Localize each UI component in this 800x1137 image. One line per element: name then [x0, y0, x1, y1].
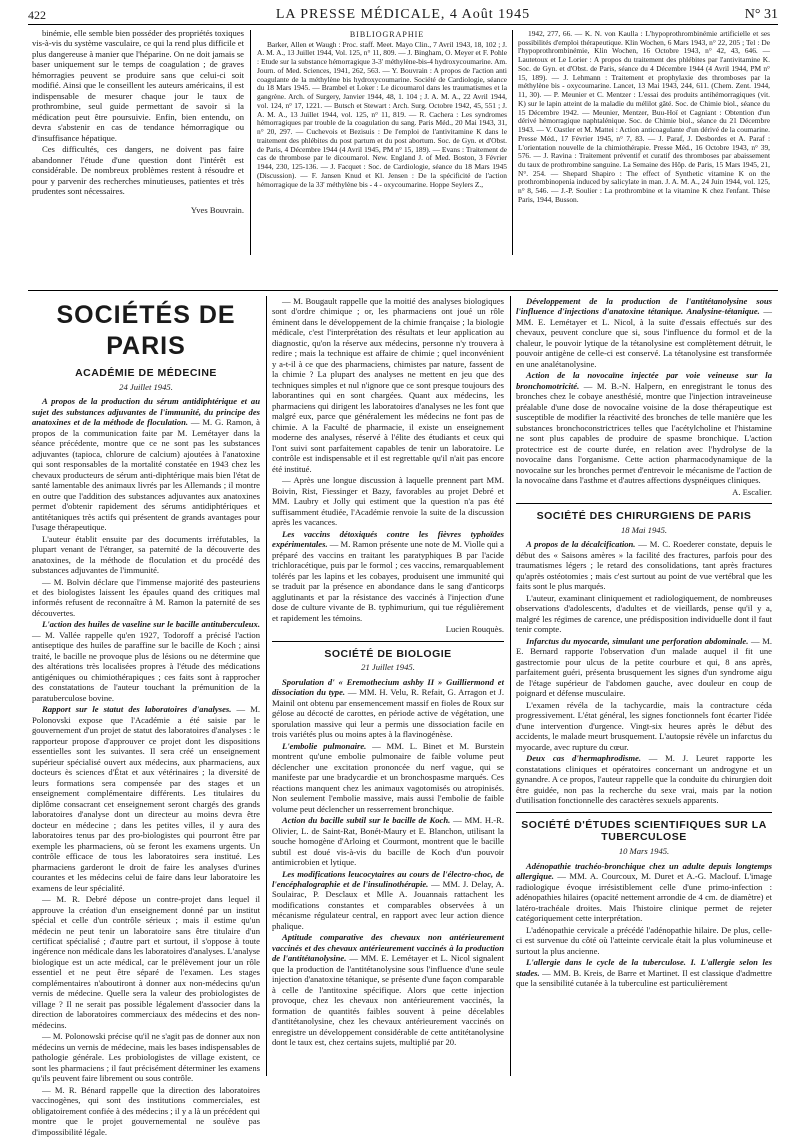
column-rule [512, 30, 513, 255]
paragraph: L'action des huiles de vaseline sur le bacille antituberculeux. — M. Vallée rappelle qu'en 1927, Todoroff a précisé l'action antiseptique des huiles de paraffine sur le bacille de Koch ; ainsi traité, le bacille ne provoque plus de lésions ou ne détermine que des altérations très localisées propres à l'étude des médications antigéniques ou chimiothérapiques ; ces faits sont à rapprocher des constatations de l'auteur touchant la prémunition de la paratuberculose bovine. [32, 619, 260, 703]
page-number: 422 [28, 8, 46, 22]
paragraph: L'auteur établit ensuite par des documents irréfutables, la plupart venant de l'étranger, sa paternité de la découverte des anatoxines, de la méthode de floculation et du procédé des substances adjuvantes de l'immunité. [32, 533, 260, 576]
paragraph: — M. Polonowski précise qu'il ne s'agit pas de donner aux non médecins un vernis de médecine, mais les bases indispensables de pathologie générale. Les probiologistes de village existent, ce sont les pharmaciens ; il faut précisément déterminer les examens qu'ils peuvent faire librement ou sous contrôle. [32, 1031, 260, 1084]
session-date: 10 Mars 1945. [618, 846, 670, 857]
paragraph: — M. Bougault rappelle que la moitié des analyses biologiques sont d'ordre chimique ; or, les pharmaciens ont joué un rôle éminent dans le développement de la chimie française ; la biologie médicale, c'est l'interprétation des résultats et leur application au diagnostic, qu'on la réserve aux médecins, personne n'y trouvera à redire ; mais la technique est affaire de chimie ; quel inconvénient y a-t-il à ce que des pharmaciens, chimistes par nature, fassent de la chimie ? La plupart des analyses ne mettent en jeu que des techniques simples et nul n'ignore que ce sont presque toujours des laborantines qui en sont chargées. Quant aux médecins, les pharmaciens qui dirigent les laboratoires d'analyses ne les font que malgré eux, parce que généralement les médecins ne font pas de chimie. A la Faculté de pharmacie, il existe un enseignement moderne des analyses, réservé à l'élite des étudiants et ceux qui l'ont suivi sont parfaitement capables de tenir un laboratoire. Le contrôle est indispensable et il est regrettable qu'il n'ait pas encore été institué. [272, 296, 504, 474]
paragraph: Ces difficultés, ces dangers, ne doivent pas faire abandonner l'étude d'une question dont l'intérêt est considérable. De nombreux problèmes restent à résoudre et pour y parvenir des recherches minutieuses, patientes et très prudentes sont nécessaires. [32, 144, 244, 197]
journal-title: LA PRESSE MÉDICALE, 4 Août 1945 [275, 7, 531, 22]
bibliography-col2 [518, 30, 770, 255]
page-header [28, 6, 778, 25]
paragraph: L'auteur, examinant cliniquement et radiologiquement, de nombreuses observations d'adolescents, d'adultes et de vieillards, pense qu'il y a, malgré les régimes de carence, une prédisposition individuelle dont il faut tenir compte. [516, 592, 772, 635]
society-title: ACADÉMIE DE MÉDECINE [75, 367, 217, 379]
paragraph: L'embolie pulmonaire. — MM. L. Binet et M. Burstein montrent qu'une embolie pulmonaire de faible volume peut déclencher une excitation prononcée du nerf vague, qui se manifeste par une bradycardie et un bronchospasme marqués. Ces réactions manquent chez les animaux vagotomisés ou atropinisés. Non seulement l'embolie massive, mais aussi l'embolie de faible volume peut déclencher un resserrement bronchique. [272, 740, 504, 814]
column-rule [250, 30, 251, 255]
bibliography-text: 1942, 277, 66. — K. N. von Kaulla : L'hypoprothrombinémie artificielle et ses possibilités d'emploi thérapeutique. Klin Wochen, 6 Mars 1943, n° 22, 205 ; Tel : De l'hypoprothrombinémie, Klin Wochen, 16 Octobre 1943, n° 42, 43, 646. — Lautetoux et Le Lorier : A propos du traitement des phlébites par l'antivitamine K. Soc. de Gyn. et d'Obst. de Paris, séance du 4 Décembre 1944 (4 Avril 1944, PM n° 15, 189). — J. Lehmann : Traitement et prophylaxie des thromboses par la méthylène bis - oxycoumarine. Lancet, 13 Mai 1943, 244, 611. (Chem. Zent. 1944, 11, 30). — P. Meunier et C. Mentzer : L'essai des produits antihémorragiques (vit. K) sur le lapin atteint de la maladie du mélilot gâté. Soc. de Chimie biol., séance du 15 Décembre 1942. — Meunier, Mentzer, Buu-Hoï et Cagniant : Obtention d'un dérivé hémorragique naphtalénique. Soc. de Chimie biol., séance du 21 Décembre 1943. — V. Oastler et M. Mattei : Action anticoagulante d'un dérivé de la coumarine. Presse Méd., 17 Février 1945, n° 7, 83. — J. Paraf, J. Desbordes et A. Paraf : L'orientation nouvelle de la chimiothérapie. Presse Méd., 16 Octobre 1943, n° 39, 576. — J. Ravina : Traitement préventif et curatif des thromboses par abaissement du taux de prothrombine sanguine. La Semaine des Hôp. de Paris, 15 Mars 1945, 21, N°. 254. — Shepard Shapiro : The effect of Synthetic vitamine K on the prothrombinopenia induced by salicylate in man. J. A. M. A., 24 Juin 1944, vol. 125, n° 8, 546. — J.-P. Soulier : La prothrombine et la vitamine K chez l'enfant. Thèse Paris, 1944, Busson. [518, 29, 770, 204]
separator [516, 812, 772, 813]
section-main-title: SOCIÉTÉS DE PARIS [56, 301, 236, 360]
author-signature: Yves Bouvrain. [190, 204, 244, 215]
society-title: SOCIÉTÉ D'ÉTUDES SCIENTIFIQUES SUR LA TUBERCULOSE [521, 818, 767, 844]
column-rule [266, 296, 267, 1076]
paragraph: — M. Bolvin déclare que l'immense majorité des pasteuriens et des biologistes laissent les épaules quand des critiques mal informés refusent de reconnaître à M. Ramon la paternité de ses découvertes. [32, 576, 260, 618]
paragraph: Développement de la production de l'antitétanolysine sous l'influence d'injections d'anatoxine tétanique. Analysine-tétanique. — MM. E. Lemétayer et L. Nicol, à la suite d'essais effectués sur des chevaux, peuvent conclure que si, sous l'influence du formol et de la chaleur, le pouvoir lytique de la tétanolysine est complètement détruit, le pouvoir antigène de celle-ci est conservé. La tétanolysine est transformée en une analétanolysine. [516, 296, 773, 369]
paragraph: Action du bacille subtil sur le bacille de Koch. — MM. H.-R. Olivier, L. de Saint-Rat, Bonét-Maury et E. Blanchon, utilisant la souche homogène d'Arloing et Courmont, montrent que le bacille subtil est doué vis-à-vis du bacille de Koch d'un pouvoir antimicrobien et lytique. [272, 815, 504, 868]
separator [516, 503, 772, 504]
bibliography-heading: BIBLIOGRAPHIE [349, 30, 425, 39]
paragraph: L'adénopathie cervicale a précédé l'adénopathie hilaire. De plus, celle-ci est survenue du côté où l'atteinte cervicale était la plus volumineuse et surtout la plus ancienne. [516, 924, 772, 956]
session-date: 24 Juillet 1945. [119, 381, 173, 392]
paragraph: — Après une longue discussion à laquelle prennent part MM. Boivin, Rist, Fiessinger et Bazy, favorables au projet Debré et MM. Laubry et Jolly qui estiment que la question n'a pas été suffisamment étudiée, l'Académie renvoie la suite de la discussion après les vacances. [272, 475, 504, 528]
bibliography-col1 [257, 30, 507, 255]
paragraph: Rapport sur le statut des laboratoires d'analyses. — M. Polonovski expose que l'Académie a été saisie par le gouvernement d'un projet de statut des laboratoires d'analyses : le rapporteur propose d'approuver ce projet dont les dispositions essentielles sont les suivantes. Il sera créé un enseignement supérieur spécialisé ouvert aux médecins, aux pharmaciens, aux docteurs ès sciences d'État et aux vétérinaires ; la diversité de leurs formations sera compensée par des stages et un enseignement complémentaire différents. Les titulaires du diplôme consacrant cet enseignement seront chargés des grands laboratoires d'analyse dont un directeur au moins devra être docteur en médecine ; dans les petites villes, il y aura des laboratoires tenus par des pro-biologistes qui pourront être par exemple les pharmaciens, où se feront les examens urgents. Un contrôle efficace de tous les laboratoires sera institué. Les pharmaciens garderont le droit de faire les analyses d'urines courantes et les médecins celui de faire dans leur laboratoire les examens de leur spécialité. [32, 704, 260, 893]
society-title: SOCIÉTÉ DE BIOLOGIE [324, 647, 452, 660]
issue-number: N° 31 [744, 7, 778, 22]
paragraph: Infarctus du myocarde, simulant une perforation abdominale. — M. E. Bernard rapporte l'observation d'un malade auquel il fit une gastrectomie pour ulcus de la petite courbure et qui, 8 ans après, parfaitement guéri, présenta brusquement les signes d'un syndrome aigu de l'étage supérieur de l'abdomen gauche, avec douleur en coup de poignard et défense musculaire. [516, 635, 772, 699]
column-3 [516, 296, 772, 1076]
paragraph: L'examen révéla de la tachycardie, mais la contracture céda progressivement. L'état général, les signes fonctionnels font écarter l'idée d'une intervention d'urgence. Vingt-six heures après le début des accidents, le malade meurt brusquement. L'autopsie révèle un infarctus du myocarde, avec rupture du cœur. [516, 699, 772, 752]
separator [272, 641, 504, 642]
session-date: 21 Juillet 1945. [361, 662, 415, 673]
bibliography-text: Barker, Allen et Waugh : Proc. staff. Meet. Mayo Clin., 7 Avril 1943, 18, 102 ; J. A. M. A., 13 Juillet 1944, Vol. 125, n° 11, 809. — J. Bingham, O. Meyer et F. Pohle : Etude sur la substance hémorragique 3-3' méthylène-bis-4 hydroxycoumarine. Am. Journ. of Med. Sciences, 1941, 262, 563. — Y. Bouvrain : A propos de l'action anti coagulante de la méthylène bis hydroxycoumarine. Société de Cardiologie, séance du 18 Mars 1945. — Brambel et Loker : Le dicoumarol dans les traumatismes et la gangrène. Arch. of Surgery, Janvier 1944, 48, 1. 104 ; J. A. M. A., 22 Avril 1944, vol. 124, n° 17, 1221. — Butsch et Stewart : Arch. Surg. Octobre 1942, 45, 551 ; J. A. M. A., 13 Juillet 1944, vol. 125, n° 11, 819. — R. Cachera : Les syndromes hémorragiques par trouble de la coagulation du sang. Paris Méd., 20 Mai 1943, 31, n° 20, 297. — Cuchevois et Bezisuis : De l'emploi de l'antivitamine K dans le traitement des phlébites du post partum et du post abortum. Soc. de Gyn. et d'Obst. de Paris, 4 Décembre 1944 (4 Avril 1945, PM n° 15, 189). — Evans : Traitement de cas de thrombose par le dicoumarol. New. England J. of Med. Boston, 3 Février 1944, 230, 125-136. — J. Facquet : Soc. de Cardiologie, séance du 18 Mars 1945 (Discussion). — F. Jansen Knud et Kl. Jensen : De la spécificité de l'action hémorragique de la 33' méthylène bis - 4 - oxycoumarine. Hoppe Seylers Z., [257, 39, 507, 189]
paragraph: Aptitude comparative des chevaux non antérieurement vaccinés et des chevaux antérieurement vaccinés à la production de l'antitétanolysine. — MM. E. Lemétayer et L. Nicol signalent que la production de l'antitétanolysine sous l'influence d'une seule injection d'anatoxine tétanique, se présente d'une façon comparable à celle de l'antitoxine spécifique. Alors que cette injection provoque, chez les chevaux non antérieurement vaccinés, la formation de quantités faibles souvent à peine décelables d'antitétanolysine, chez les chevaux antérieurement vaccinés on enregistre un développement considérable de cette antitétanolysine dont le taux est, chez certains sujets, multiplié par 20. [272, 932, 504, 1048]
paragraph: Sporulation d' « Eremothecium ashby II » Guilliermond et dissociation du type. — MM. H. Velu, R. Refait, G. Arragon et J. Mainil ont obtenu par ensemencement massif en fioles de Roux sur gélose au décocté de carottes, en période active de végétation, une sporulation massive qui leur a permis une dissociation facile en trois variétés plus ou moins aptes à la flavinogénèse. [272, 676, 504, 740]
paragraph: L'allergie dans le cycle de la tuberculose. I. L'allergie selon les stades. — MM. B. Kreis, de Barre et Martinet. Il est classique d'admettre que la sensibilité cutanée à la tuberculine est particulièrement [516, 957, 772, 988]
paragraph: Adénopathie trachéo-bronchique chez un adulte depuis longtemps allergique. — MM. A. Courcoux, M. Duret et A.-G. Maclouf. L'image radiologique évoque irrésistiblement celle d'une primo-infection : adénopathies hilaires (opacité nettement arrondie de 4 cm. de diamètre) et latéro-trachéale droites. Mais l'histoire clinique permet de rejeter catégoriquement cette interprétation. [516, 860, 772, 924]
paragraph: Les vaccins détoxiqués contre les fièvres typhoïdes expérimentales. — M. Ramon présente une note de M. Violle qui a préparé des vaccins en traitant les paratyphiques B par l'acide trichloracétique, puis par le formol ; ces vaccins, remarquablement tolérés par les lapins et les cobayes, produisent une immunité qui se traduit par la présence en abondance dans le sang d'anticorps agglutinants et par la résistance des vaccinés à l'injection d'une dose de culture vivante de B. typhimurium, qui tue régulièrement et rapidement les témoins. [272, 528, 504, 623]
column-2 [272, 296, 504, 1076]
column-1 [32, 296, 260, 1137]
author-signature: Lucien Rouquès. [445, 624, 504, 635]
paragraph: Les modifications leucocytaires au cours de l'électro-choc, de l'encéphalographie et de l'insulinothérapie. — MM. J. Delay, A. Soulairac, P. Desclaux et Mlle A. Jouannais rattachent les modifications constantes et comparables observées à un mécanisme régulateur central, en rapport avec leur action dience phalique. [272, 868, 505, 931]
section-rule [28, 290, 778, 291]
session-date: 18 Mai 1945. [620, 525, 668, 535]
paragraph: A propos de la production du sérum antidiphtérique et au sujet des substances adjuvantes de l'immunité, du principe des anatoxines et de la méthode de floculation. — M. G. Ramon, à propos de la communication faite par M. Lemétayer dans la séance précédente, montre que ce ne sont pas les substances adjuvantes (tapioca, chlorure de calcium) ajoutées à l'anatoxine qui sont responsables de la mortalité constatée en 1943 chez les chevaux producteurs de sérum anti-diphtérique mais bien l'état de santé lamentable des animaux livrés par les Allemands ; il montre en outre que l'addition des substances adjuvantes aux anatoxines permet d'obtenir rapidement des sérums antidiphtériques et antitétaniques très actifs qui présentent de grands avantages pour l'usage thérapeutique. [32, 396, 260, 533]
paragraph: — M. R. Debré dépose un contre-projet dans lequel il approuve la création d'un enseignement donné par un institut spécial et celle d'un contrôle sérieux ; mais il estime qu'un médecin ne peut tenir un laboratoire sans être titulaire d'un certificat spécialisé ; d'autre part et surtout, il s'oppose à toute ingérence non médicale dans les laboratoires d'analyses. L'analyse biologique est un acte médical, car le prélèvement jour un rôle essentiel et ne peut être séparé de l'examen. Les stages complémentaires n'aboutiront à donner aux non-médecins qu'un vernis de médecine. Quelle sera la valeur des probiologistes de village ? Il ne serait pas possible légalement d'associer dans la direction de laboratoires commerciaux des médecins et des non-médecins. [32, 894, 260, 1030]
society-title: SOCIÉTÉ DES CHIRURGIENS DE PARIS [536, 510, 752, 523]
paragraph: A propos de la décalcification. — M. C. Roederer constate, depuis le début des « Saisons amères » la facilité des fractures, parfois pour des traumatismes légers ; le retard des consolidations, tant après fractures qu'après ostéotomies ; mais c'est surtout au point de vue vertébral que les faits sont le plus marqués. [516, 539, 772, 592]
paragraph: Deux cas d'hermaphrodisme. — M. J. Leuret rapporte les constatations cliniques et opératoires concernant un androgyne et un gynandre. A ce propos, l'auteur rappelle que la conduite du chirurgien doit être guidée, non pas la recherche du sexe vrai, mais par la notion d'utilisation fonctionnelle des caractères sexuels apparents. [516, 753, 772, 806]
paragraph: — M. R. Bénard rappelle que la direction des laboratoires vaccinogènes, qui sont des institutions commerciales, est obligatoirement confiée à des médecins ; il y a là un précédent qui montre que le projet gouvernemental ne soulève pas d'impossibilité légale. [32, 1084, 260, 1137]
paragraph: binémie, elle semble bien posséder des propriétés toxiques vis-à-vis du système vasculaire, ce qui la rend plus difficile et plus dangereuse à manier que l'héparine. On ne doit jamais se baser uniquement sur le temps de coagulation ; de graves hémorragies peuvent se produire sans que celui-ci soit modifié. Ainsi que le conseillent les auteurs américains, il est indispensable de mesurer chaque jour le taux de prothrombine, seul guide permettant de savoir si la médication peut être poursuivie. Enfin, bien entendu, on devra s'abstenir en cas de tendance hémorragique ou d'insuffisance hépatique. [32, 28, 244, 143]
author-signature: A. Escalier. [732, 486, 772, 497]
column-rule [510, 296, 511, 1076]
paragraph: Action de la novocaïne injectée par voie veineuse sur la bronchomotricité. — M. B.-N. Halpern, en enregistrant le tonus des bronches chez le cobaye anesthésié, montre que l'injection intraveineuse préalable d'une dose de novocaïne voisine de la dose thérapeutique est susceptible de modifier la réactivité des bronches de telle manière que les substances bronchoconstrictrices telles que l'acétylcholine et l'histamine ne sont plus capables de produire de spasme bronchique. L'action protectrice est de courte durée, en relation avec l'hydrolyse de la novocaïne dans l'organisme. Cette action pharmacodynamique de la novocaïne sur les bronches permet d'entrevoir le mécanisme de l'action de la novocaïne dans l'asthme et d'autres affections dyspnéiques cliniques. [516, 370, 772, 486]
article-end-column [32, 28, 244, 286]
